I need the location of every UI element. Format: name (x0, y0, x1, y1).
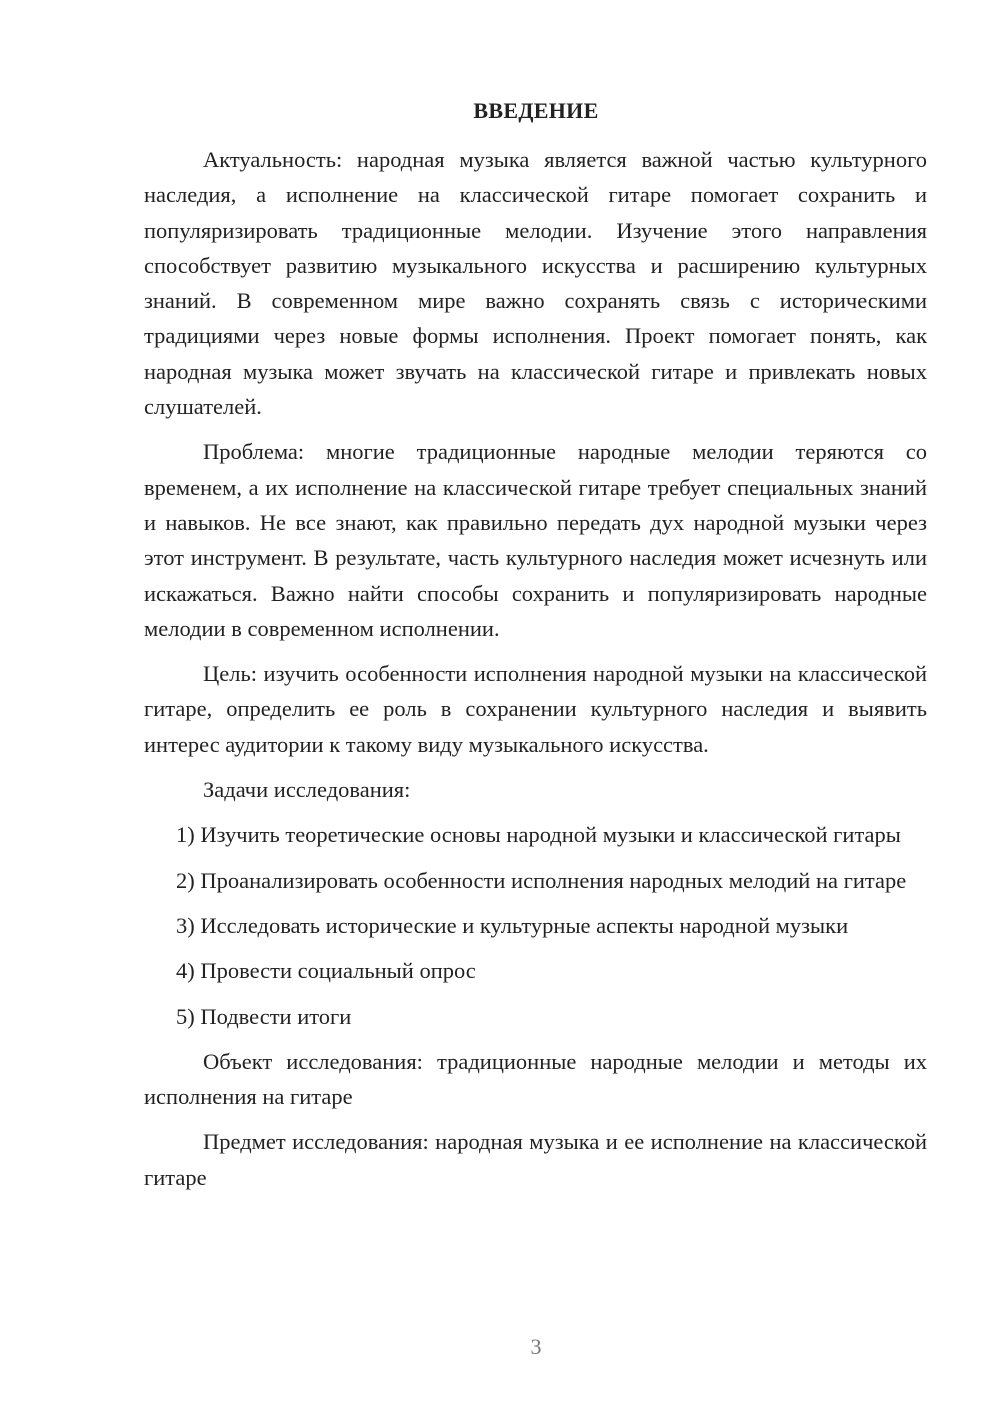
goal-paragraph: Цель: изучить особенности исполнения народной музыки на классической гитаре, определить ее роль в сохранении культурного наследия и выявить интерес аудитории к такому виду музыкального искусства. (144, 661, 927, 757)
task-item-1: 1) Изучить теоретические основы народной музыки и классической гитары (176, 822, 901, 848)
task-item-5: 5) Подвести итоги (176, 1003, 352, 1029)
research-subject-paragraph: Предмет исследования: народная музыка и ее исполнение на классической гитаре (144, 1129, 927, 1190)
section-title: ВВЕДЕНИЕ (473, 98, 599, 123)
tasks-heading: Задачи исследования: (203, 777, 411, 803)
relevance-paragraph: Актуальность: народная музыка является важной частью культурного наследия, а исполнение на классической гитаре помогает сохранить и популяризировать традиционные мелодии. Изучение этого направления способствует развитию музыкального искусства и расширению культурных знаний. В современном мире важно сохранять связь с историческими традициями через новые формы исполнения. Проект помогает понять, как народная музыка может звучать на классической гитаре и привлекать новых слушателей. (144, 147, 927, 420)
problem-paragraph: Проблема: многие традиционные народные мелодии теряются со временем, а их исполнение на классической гитаре требует специальных знаний и навыков. Не все знают, как правильно передать дух народной музыки через этот инструмент. В результате, часть культурного наследия может исчезнуть или искажаться. Важно найти способы сохранить и популяризировать народные мелодии в современном исполнении. (144, 439, 927, 641)
research-object-paragraph: Объект исследования: традиционные народные мелодии и методы их исполнения на гитаре (144, 1048, 927, 1110)
page-number: 3 (530, 1334, 542, 1359)
task-item-3: 3) Исследовать исторические и культурные аспекты народной музыки (176, 912, 849, 938)
task-item-2: 2) Проанализировать особенности исполнения народных мелодий на гитаре (176, 867, 907, 893)
tasks-list (144, 817, 927, 1033)
document-body (144, 142, 927, 1195)
task-item-4: 4) Провести социальный опрос (176, 958, 476, 984)
